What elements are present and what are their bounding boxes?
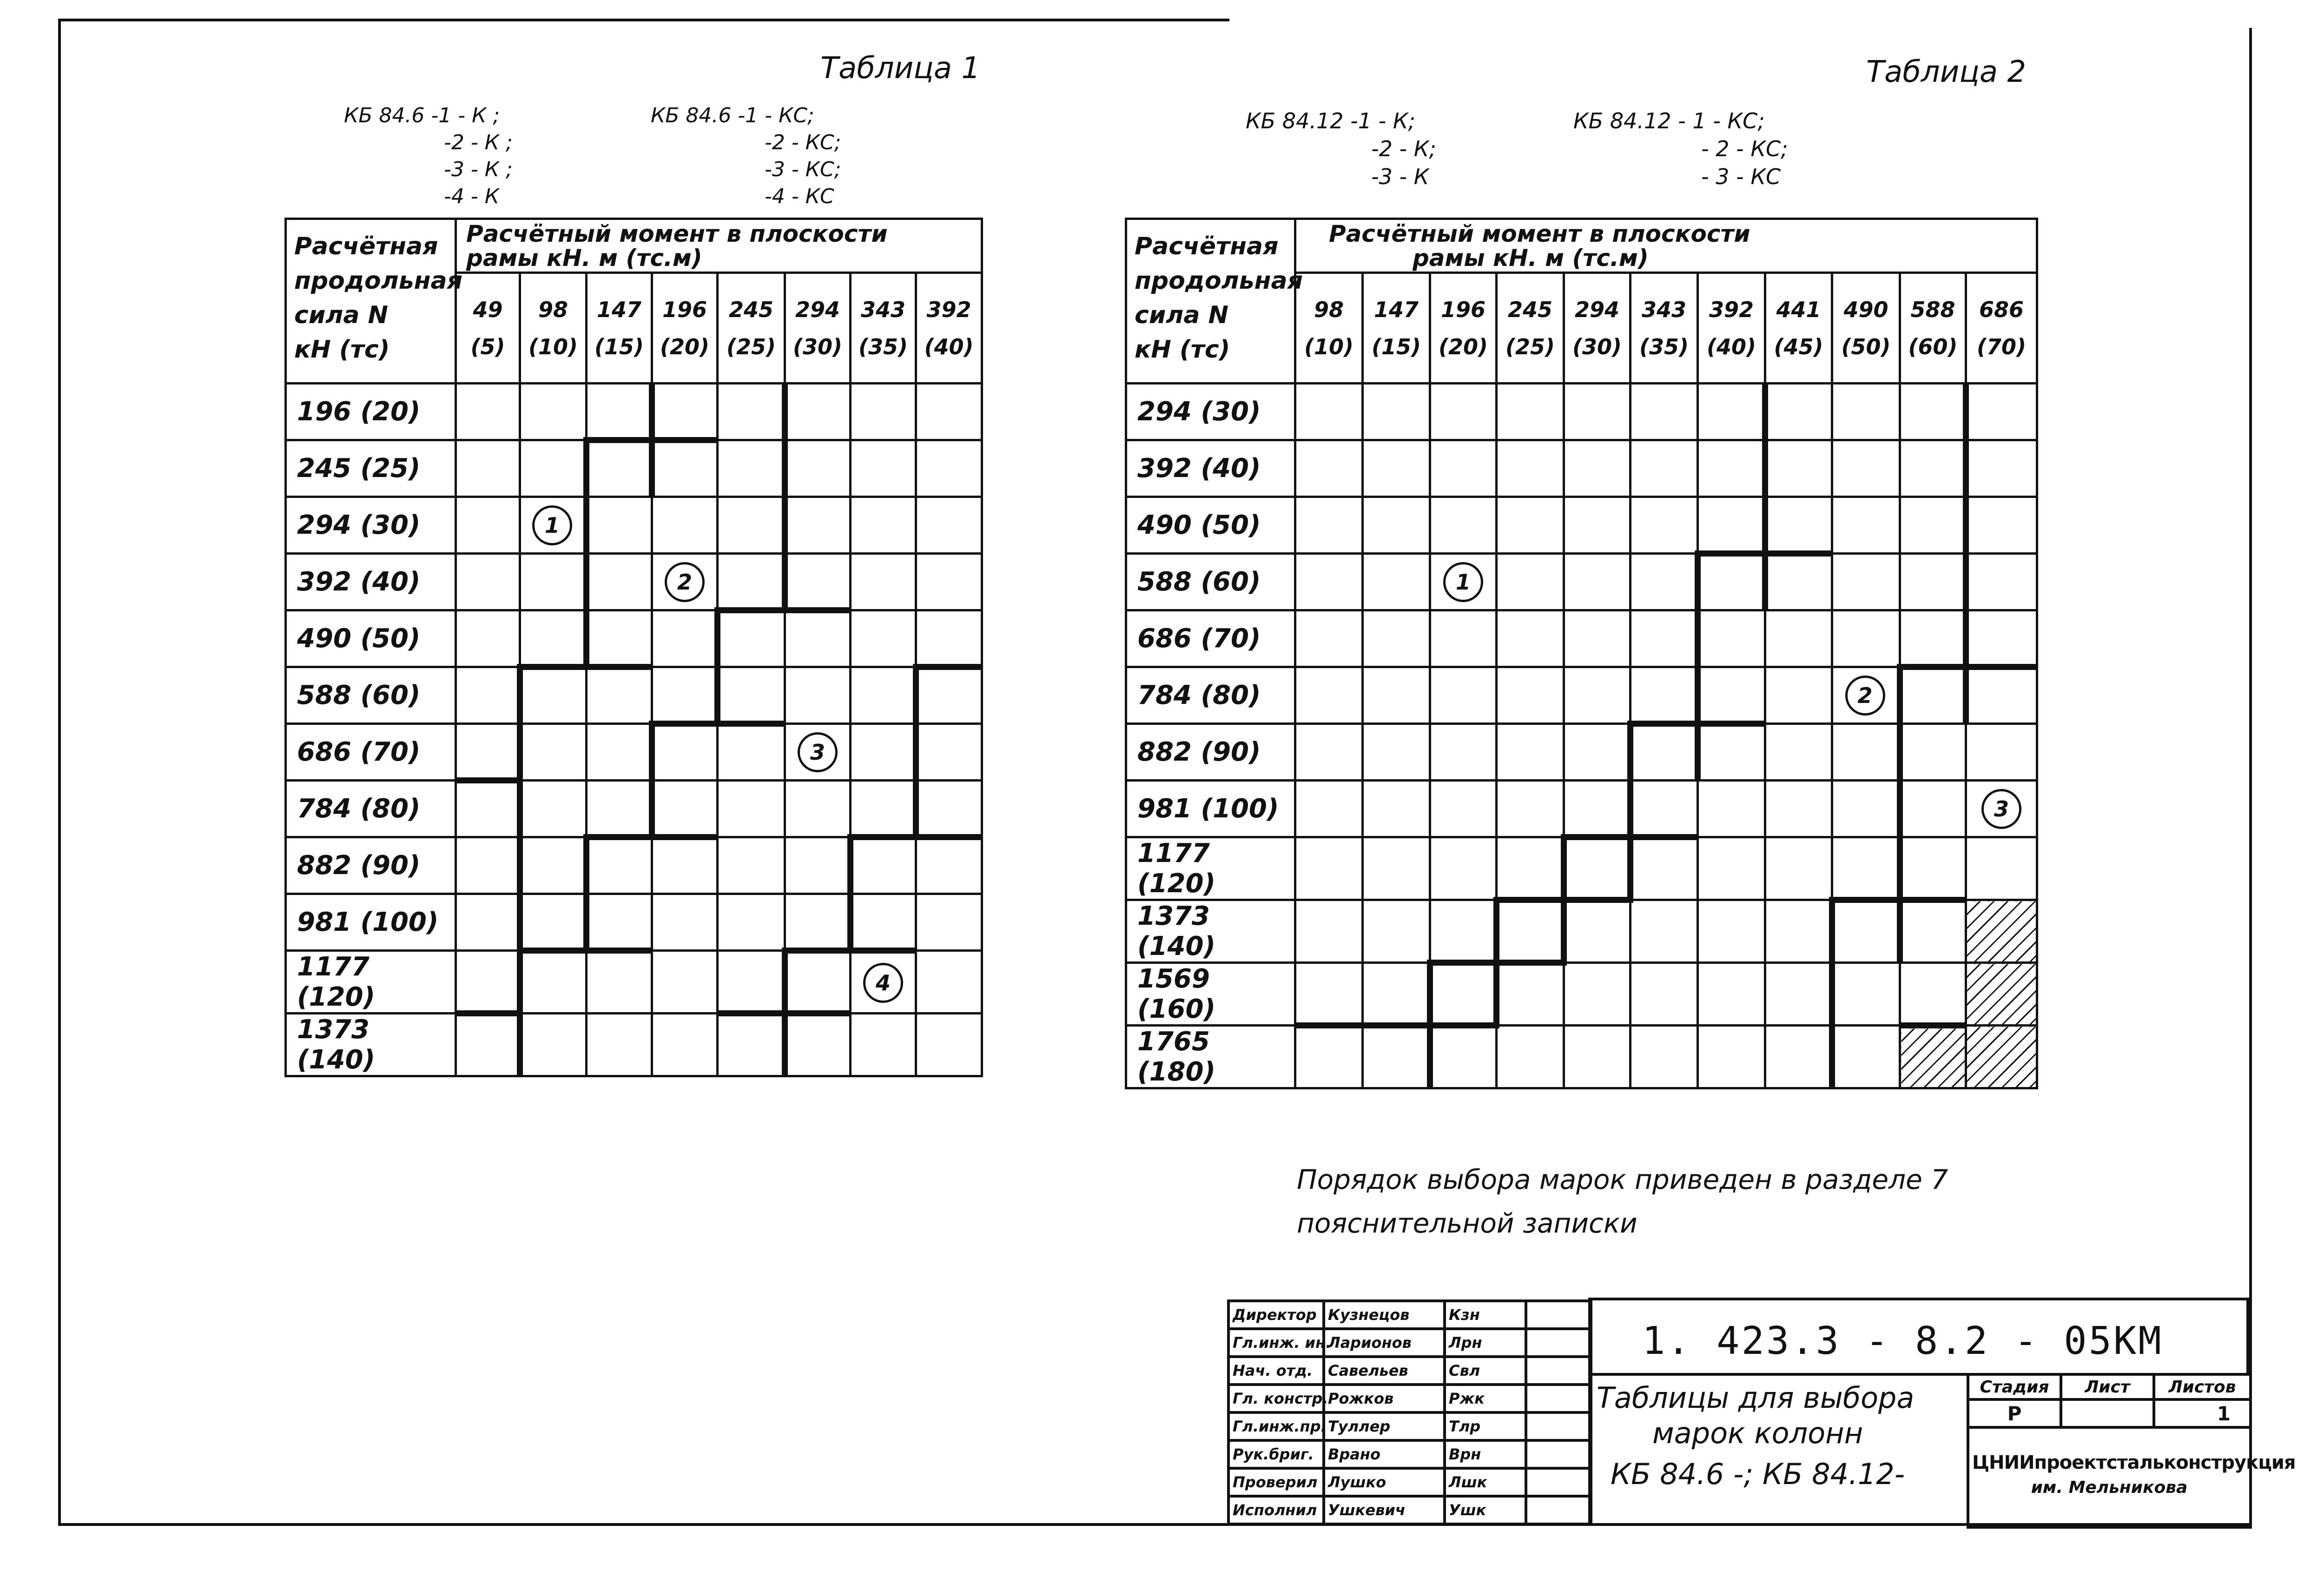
mark-line: - 3 - КС [1701,164,1781,189]
signature: Кзн [1445,1301,1526,1329]
column-header: 392 (40) [916,273,982,384]
signature: Врн [1445,1440,1526,1468]
column-header: 147 (15) [587,273,652,384]
hatched-cell [1966,900,2037,963]
column-header: 196 (20) [1430,273,1497,384]
title-block-title-cell [1588,1373,1969,1526]
table1-caption: Таблица 1 [820,51,981,86]
frame-right-line [2249,28,2252,1526]
stage-label: Стадия [1968,1374,2061,1399]
row-label: 882 (90) [1126,724,1295,781]
stamp-role: Директор [1228,1301,1324,1329]
row-label: 294 (30) [1126,384,1295,440]
top-label-line: Расчётный момент в плоскости [1329,220,1750,247]
row-label: 588 (60) [1126,554,1295,610]
corner-line: сила N [1135,301,1229,329]
table1-grid [284,218,983,1077]
document-code: 1. 423.3 - 8.2 - 05КМ [1642,1319,2163,1363]
title-line: марок колонн [1652,1416,1863,1450]
title-block-people [1227,1299,1592,1525]
row-label: 882 (90) [286,837,456,894]
stamp-name: Кузнецов [1324,1301,1445,1329]
signature: Лшк [1445,1468,1526,1496]
column-header: 441 (45) [1765,273,1832,384]
column-header: 392 (40) [1698,273,1765,384]
zone-label: 4 [863,963,903,1003]
mark-line: -2 - К; [1371,136,1436,161]
column-header: 196 (20) [652,273,718,384]
document-title [1597,1380,1914,1492]
corner-line: Расчётная [1135,232,1279,260]
frame-top-line [58,19,1229,21]
zone-label: 3 [798,732,838,772]
top-label-line: Расчётный момент в плоскости [466,220,888,247]
zone-label: 1 [532,505,572,545]
stamp-name: Лушко [1324,1468,1445,1496]
mark-line: -3 - КС; [765,158,841,181]
column-header: 245 (25) [1497,273,1564,384]
zone-label: 3 [1981,789,2021,829]
note [1297,1158,1948,1245]
column-header: 588 (60) [1900,273,1966,384]
stamp-name: Ушкевич [1324,1496,1445,1524]
mark-line: -4 - К [444,185,499,208]
row-label: 1569 (160) [1126,963,1295,1026]
row-label: 1373 (140) [286,1014,456,1076]
stamp-role: Гл.инж.пр. [1228,1412,1324,1440]
column-header: 98 (10) [520,273,587,384]
row-label: 294 (30) [286,497,456,554]
table2-grid [1125,218,2038,1089]
stamp-role: Нач. отд. [1228,1357,1324,1385]
column-header: 49 (5) [456,273,520,384]
column-header: 294 (30) [1564,273,1631,384]
stamp-name: Ларионов [1324,1329,1445,1357]
row-label: 1765 (180) [1126,1026,1295,1088]
table2-caption: Таблица 2 [1866,55,2027,89]
mark-line: -2 - К ; [444,131,513,154]
row-label: 981 (100) [1126,781,1295,837]
table1-marks-left [344,102,513,210]
row-label: 686 (70) [1126,610,1295,667]
row-label: 686 (70) [286,724,456,781]
stamp-role: Исполнил [1228,1496,1324,1524]
title-line: Таблицы для выбора [1597,1381,1915,1415]
sheet-value [2061,1399,2154,1427]
corner-line: продольная [294,267,462,295]
table2-corner-label [1126,219,1303,384]
sheets-label: Листов [2154,1374,2251,1399]
stamp-role: Рук.бриг. [1228,1440,1324,1468]
corner-line: кН (тс) [1135,336,1230,364]
stamp-role: Гл. констр. [1228,1385,1324,1412]
zone-label: 2 [1845,676,1885,716]
corner-line: продольная [1135,267,1303,295]
column-header: 343 (35) [851,273,916,384]
stamp-name: Рожков [1324,1385,1445,1412]
column-header: 686 (70) [1966,273,2037,384]
mark-line: КБ 84.12 - 1 - КС; [1573,108,1765,133]
corner-line: сила N [294,301,389,329]
stamp-role: Гл.инж. ин. [1228,1329,1324,1357]
table2-marks-left [1246,107,1436,191]
sheet-label: Лист [2061,1374,2154,1399]
note-line: пояснительной записки [1297,1207,1637,1239]
signature: Ушк [1445,1496,1526,1524]
mark-line: -4 - КС [765,185,834,208]
table1-marks-right [651,102,841,210]
note-line: Порядок выбора марок приведен в разделе 7 [1297,1164,1948,1195]
org-line: ЦНИИпроектстальконструкция [1972,1452,2296,1473]
signature: Лрн [1445,1329,1526,1357]
row-label: 1177 (120) [286,951,456,1014]
org-line: им. Мельникова [2031,1478,2188,1497]
row-label: 490 (50) [1126,497,1295,554]
hatched-cell [1966,963,2037,1026]
row-label: 784 (80) [286,781,456,837]
row-label: 245 (25) [286,440,456,497]
top-label-line: рамы кН. м (тс.м) [1413,244,1649,272]
zone-label: 1 [1443,562,1483,602]
row-label: 981 (100) [286,894,456,951]
column-header: 294 (30) [785,273,851,384]
mark-line: - 2 - КС; [1701,136,1788,161]
frame-left-line [58,19,61,1526]
mark-line: КБ 84.6 -1 - КС; [651,104,814,127]
signature: Ржк [1445,1385,1526,1412]
column-header: 147 (15) [1363,273,1430,384]
row-label: 392 (40) [286,554,456,610]
row-label: 1373 (140) [1126,900,1295,963]
signature: Тлр [1445,1412,1526,1440]
zone-label: 2 [665,562,705,602]
corner-line: Расчётная [294,232,438,260]
stage-value: Р [1968,1399,2061,1427]
organization [1968,1427,2296,1527]
mark-line: КБ 84.12 -1 - К; [1246,108,1416,133]
table2-top-label [1295,219,2037,273]
row-label: 1177 (120) [1126,837,1295,900]
stamp-name: Врано [1324,1440,1445,1468]
mark-line: -3 - К [1371,164,1429,189]
row-label: 588 (60) [286,667,456,724]
stamp-name: Туллер [1324,1412,1445,1440]
column-header: 490 (50) [1832,273,1900,384]
column-header: 98 (10) [1295,273,1363,384]
stamp-role: Проверил [1228,1468,1324,1496]
hatched-cell [1900,1026,1966,1088]
top-label-line: рамы кН. м (тс.м) [466,244,702,272]
row-label: 490 (50) [286,610,456,667]
row-label: 196 (20) [286,384,456,440]
title-block-stage [1967,1373,2296,1529]
corner-line: кН (тс) [294,336,390,364]
signature: Свл [1445,1357,1526,1385]
table2-marks-right [1573,107,1788,191]
mark-line: -3 - К ; [444,158,513,181]
title-block-code-cell [1588,1298,2249,1376]
hatched-cell [1966,1026,2037,1088]
table1-top-label [456,219,982,273]
table1-corner-label [286,219,462,384]
row-label: 392 (40) [1126,440,1295,497]
row-label: 784 (80) [1126,667,1295,724]
mark-line: КБ 84.6 -1 - К ; [344,104,500,127]
sheets-value: 1 [2154,1399,2251,1427]
column-header: 343 (35) [1631,273,1698,384]
stamp-name: Савельев [1324,1357,1445,1385]
title-line: КБ 84.6 -; КБ 84.12- [1611,1457,1905,1491]
mark-line: -2 - КС; [765,131,841,154]
column-header: 245 (25) [718,273,785,384]
